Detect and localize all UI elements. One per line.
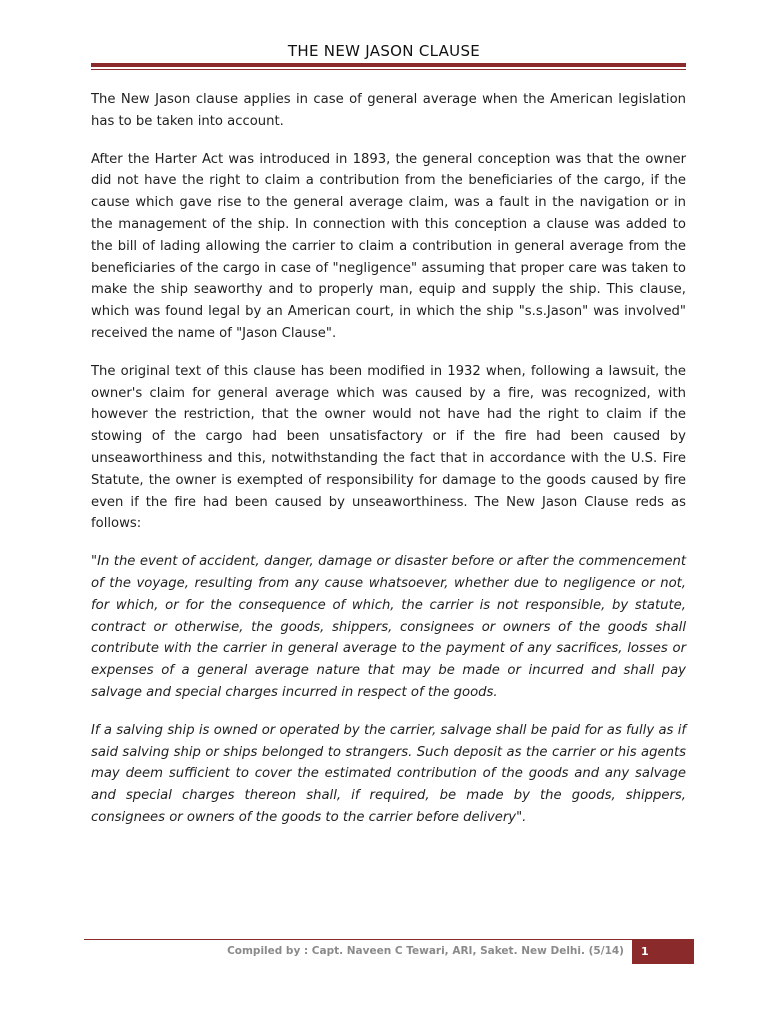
document-body (91, 89, 686, 845)
header-rule-thin (91, 69, 686, 70)
paragraph-clause-quote-1: "In the event of accident, danger, damage or disaster before or after the commencement of the voyage, resulting from any cause whatsoever, whether due to negligence or not, for which, or for the consequence of which, the carrier is not responsible, by statute, contract or otherwise, the goods, shippers, consignees or owners of the goods shall contribute with the carrier in general average to the payment of any sacrifices, losses or expenses of a general average nature that may be made or incurred and shall pay salvage and special charges incurred in respect of the goods. (91, 554, 686, 700)
footer-compiled-by: Compiled by : Capt. Naveen C Tewari, ARI, Saket. New Delhi. (5/14) (227, 945, 624, 957)
paragraph-modification-1932: The original text of this clause has been modified in 1932 when, following a lawsuit, the owner's claim for general average which was caused by a fire, was recognized, with however the restriction, that the owner would not have had the right to claim if the stowing of the cargo had been unsatisfactory or if the fire had been caused by unseaworthiness and this, notwithstanding the fact that in accordance with the U.S. Fire Statute, the owner is exempted of responsibility for damage to the goods caused by fire even if the fire had been caused by unseaworthiness. The New Jason Clause reds as follows: (91, 363, 686, 532)
page-number-badge: 1 (632, 939, 694, 964)
paragraph-clause-quote-2: If a salving ship is owned or operated by the carrier, salvage shall be paid for as fully as if said salving ship or ships belonged to strangers. Such deposit as the carrier or his agents may deem sufficient to cover the estimated contribution of the goods and any salvage and special charges thereon shall, if required, be made by the goods, shippers, consignees or owners of the goods to the carrier before delivery". (91, 722, 686, 825)
page-header-title: THE NEW JASON CLAUSE (287, 42, 481, 60)
paragraph-harter-act: After the Harter Act was introduced in 1893, the general conception was that the owner did not have the right to claim a contribution from the beneficiaries of the cargo, if the cause which gave rise to the general average claim, was a fault in the navigation or in the management of the ship. In connection with this conception a clause was added to the bill of lading allowing the carrier to claim a contribution in general average from the beneficiaries of the cargo in case of "negligence" assuming that proper care was taken to make the ship seaworthy and to properly man, equip and supply the ship. This clause, which was found legal by an American court, in which the ship "s.s.Jason" was involved" received the name of "Jason Clause". (91, 151, 686, 341)
header-rule-thick (91, 63, 686, 67)
footer-rule (84, 939, 632, 940)
paragraph-intro: The New Jason clause applies in case of general average when the American legislation has to be taken into account. (91, 92, 686, 129)
